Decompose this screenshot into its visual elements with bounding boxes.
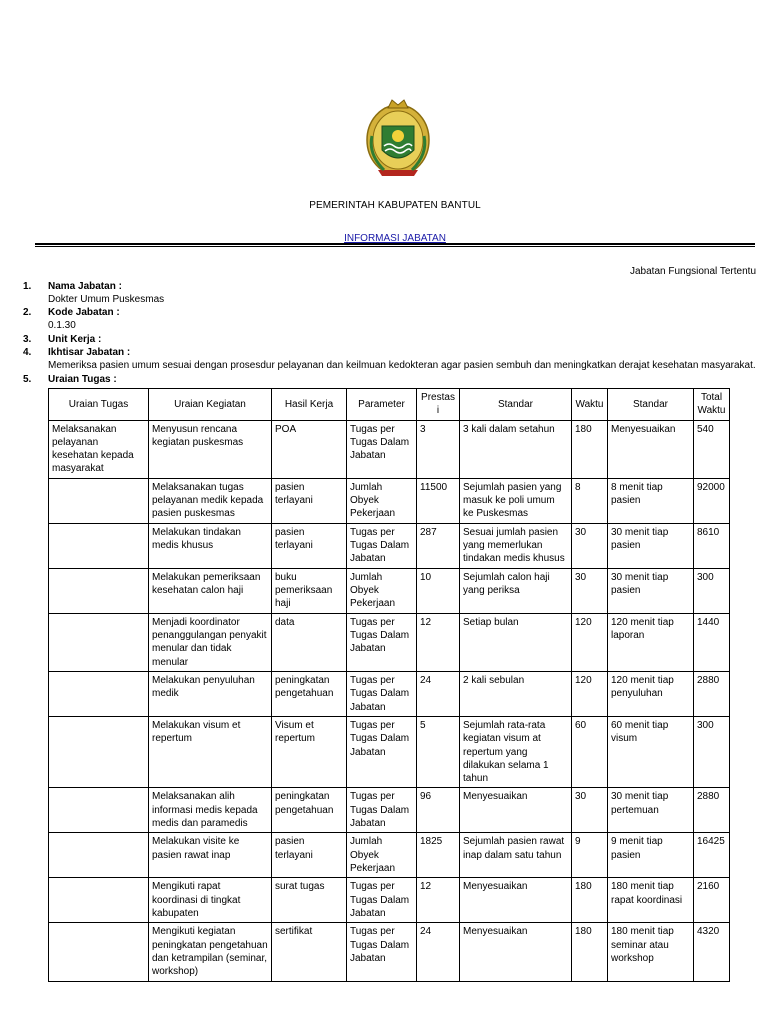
table-cell: 10 — [417, 568, 460, 613]
table-cell — [49, 523, 149, 568]
table-cell: 300 — [694, 568, 730, 613]
table-cell — [49, 568, 149, 613]
table-cell: Tugas per Tugas Dalam Jabatan — [347, 716, 417, 787]
field-value: Memeriksa pasien umum sesuai dengan prosesdur pelayanan dan keilmuan kedokteran agar pasien sembuh dan meningkatkan derajat kesehatan masyarakat. — [48, 360, 756, 371]
field-label: Ikhtisar Jabatan : — [48, 347, 131, 358]
column-header: Uraian Kegiatan — [149, 389, 272, 421]
table-cell: Sejumlah pasien yang masuk ke poli umum ke Puskesmas — [460, 478, 572, 523]
table-cell: Jumlah Obyek Pekerjaan — [347, 833, 417, 878]
table-cell: 8610 — [694, 523, 730, 568]
table-cell: 1825 — [417, 833, 460, 878]
table-cell: Melaksanakan tugas pelayanan medik kepada pasien puskesmas — [149, 478, 272, 523]
table-cell: 30 — [572, 523, 608, 568]
table-cell: Menyesuaikan — [460, 878, 572, 923]
field-label: Nama Jabatan : — [48, 281, 122, 292]
table-cell: 30 — [572, 788, 608, 833]
table-cell: 120 menit tiap laporan — [608, 613, 694, 671]
table-cell — [49, 788, 149, 833]
table-cell: Tugas per Tugas Dalam Jabatan — [347, 788, 417, 833]
kabupaten-bantul-emblem-icon — [364, 96, 432, 182]
header-divider-thin — [35, 246, 755, 247]
table-cell: Sejumlah rata-rata kegiatan visum at repertum yang dilakukan selama 1 tahun — [460, 716, 572, 787]
table-row — [49, 716, 730, 787]
table-cell: Visum et repertum — [272, 716, 347, 787]
table-cell: 2160 — [694, 878, 730, 923]
table-cell: 180 — [572, 878, 608, 923]
table-row — [49, 671, 730, 716]
table-cell: peningkatan pengetahuan — [272, 671, 347, 716]
document-title: INFORMASI JABATAN — [344, 233, 446, 244]
table-cell — [49, 716, 149, 787]
column-header: Parameter — [347, 389, 417, 421]
table-cell: 24 — [417, 923, 460, 982]
field-value: Dokter Umum Puskesmas — [48, 294, 165, 305]
table-cell: pasien terlayani — [272, 833, 347, 878]
table-row — [49, 478, 730, 523]
table-cell — [49, 671, 149, 716]
position-type-label: Jabatan Fungsional Tertentu — [629, 266, 756, 277]
table-cell: 30 menit tiap pasien — [608, 523, 694, 568]
table-cell: 2 kali sebulan — [460, 671, 572, 716]
table-cell: Melakukan pemeriksaan kesehatan calon haji — [149, 568, 272, 613]
field-number: 5. — [23, 374, 32, 385]
table-row — [49, 923, 730, 982]
table-cell: 300 — [694, 716, 730, 787]
table-cell: 8 menit tiap pasien — [608, 478, 694, 523]
table-cell: Sesuai jumlah pasien yang memerlukan tindakan medis khusus — [460, 523, 572, 568]
table-cell: 60 menit tiap visum — [608, 716, 694, 787]
table-cell: 120 menit tiap penyuluhan — [608, 671, 694, 716]
table-cell: Tugas per Tugas Dalam Jabatan — [347, 671, 417, 716]
table-cell: surat tugas — [272, 878, 347, 923]
table-cell: Menyusun rencana kegiatan puskesmas — [149, 420, 272, 478]
table-cell: 92000 — [694, 478, 730, 523]
field-value: 0.1.30 — [48, 320, 76, 331]
table-cell: Menyesuaikan — [460, 923, 572, 982]
table-cell: 540 — [694, 420, 730, 478]
table-cell: Mengikuti kegiatan peningkatan pengetahuan dan ketrampilan (seminar, workshop) — [149, 923, 272, 982]
field-number: 4. — [23, 347, 32, 358]
table-cell: 9 — [572, 833, 608, 878]
table-cell: Melaksanakan pelayanan kesehatan kepada masyarakat — [49, 420, 149, 478]
table-cell: 180 — [572, 923, 608, 982]
government-title: PEMERINTAH KABUPATEN BANTUL — [309, 200, 481, 211]
table-cell: 180 menit tiap seminar atau workshop — [608, 923, 694, 982]
table-cell: pasien terlayani — [272, 523, 347, 568]
table-cell: Menjadi koordinator penanggulangan penyakit menular dan tidak menular — [149, 613, 272, 671]
table-row — [49, 420, 730, 478]
table-cell — [49, 833, 149, 878]
table-cell: sertifikat — [272, 923, 347, 982]
column-header: Prestasi — [417, 389, 460, 421]
table-cell: 287 — [417, 523, 460, 568]
table-cell: 3 kali dalam setahun — [460, 420, 572, 478]
table-cell: Mengikuti rapat koordinasi di tingkat kabupaten — [149, 878, 272, 923]
table-cell: Tugas per Tugas Dalam Jabatan — [347, 878, 417, 923]
table-cell: Sejumlah pasien rawat inap dalam satu tahun — [460, 833, 572, 878]
table-cell: 3 — [417, 420, 460, 478]
table-cell: Jumlah Obyek Pekerjaan — [347, 478, 417, 523]
field-label: Unit Kerja : — [48, 334, 102, 345]
table-cell: peningkatan pengetahuan — [272, 788, 347, 833]
field-label: Kode Jabatan : — [48, 307, 120, 318]
table-cell: pasien terlayani — [272, 478, 347, 523]
table-body — [49, 420, 730, 982]
field-number: 1. — [23, 281, 32, 292]
table-row — [49, 568, 730, 613]
table-cell: 120 — [572, 671, 608, 716]
table-cell: Tugas per Tugas Dalam Jabatan — [347, 523, 417, 568]
table-row — [49, 833, 730, 878]
table-cell: Melakukan penyuluhan medik — [149, 671, 272, 716]
table-row — [49, 613, 730, 671]
table-cell: 60 — [572, 716, 608, 787]
table-cell: 30 menit tiap pasien — [608, 568, 694, 613]
table-cell: 2880 — [694, 671, 730, 716]
column-header: Standar — [608, 389, 694, 421]
column-header: Total Waktu — [694, 389, 730, 421]
table-cell: 30 menit tiap pertemuan — [608, 788, 694, 833]
table-cell — [49, 878, 149, 923]
table-cell: Tugas per Tugas Dalam Jabatan — [347, 923, 417, 982]
column-header: Standar — [460, 389, 572, 421]
table-cell — [49, 613, 149, 671]
table-cell: Setiap bulan — [460, 613, 572, 671]
table-cell: 30 — [572, 568, 608, 613]
table-cell: Melakukan tindakan medis khusus — [149, 523, 272, 568]
field-number: 3. — [23, 334, 32, 345]
table-cell: 4320 — [694, 923, 730, 982]
table-cell: 16425 — [694, 833, 730, 878]
table-cell: 2880 — [694, 788, 730, 833]
column-header: Uraian Tugas — [49, 389, 149, 421]
table-cell: 1440 — [694, 613, 730, 671]
table-cell: 120 — [572, 613, 608, 671]
table-cell: 12 — [417, 613, 460, 671]
table-cell: Sejumlah calon haji yang periksa — [460, 568, 572, 613]
table-cell: Tugas per Tugas Dalam Jabatan — [347, 613, 417, 671]
table-cell: 5 — [417, 716, 460, 787]
table-cell: buku pemeriksaan haji — [272, 568, 347, 613]
field-number: 2. — [23, 307, 32, 318]
table-cell: 180 menit tiap rapat koordinasi — [608, 878, 694, 923]
table-row — [49, 523, 730, 568]
table-cell: 9 menit tiap pasien — [608, 833, 694, 878]
table-cell: 11500 — [417, 478, 460, 523]
table-cell: Melakukan visite ke pasien rawat inap — [149, 833, 272, 878]
table-cell — [49, 478, 149, 523]
table-cell: data — [272, 613, 347, 671]
table-cell — [49, 923, 149, 982]
table-cell: 96 — [417, 788, 460, 833]
table-cell: Menyesuaikan — [460, 788, 572, 833]
table-cell: POA — [272, 420, 347, 478]
column-header: Waktu — [572, 389, 608, 421]
table-cell: Melakukan visum et repertum — [149, 716, 272, 787]
header-divider — [35, 243, 755, 245]
table-cell: 180 — [572, 420, 608, 478]
table-cell: Menyesuaikan — [608, 420, 694, 478]
duties-table — [48, 388, 730, 982]
table-cell: 12 — [417, 878, 460, 923]
table-header-row — [49, 389, 730, 421]
table-cell: 24 — [417, 671, 460, 716]
field-label: Uraian Tugas : — [48, 374, 117, 385]
table-row — [49, 788, 730, 833]
table-cell: Tugas per Tugas Dalam Jabatan — [347, 420, 417, 478]
table-cell: Jumlah Obyek Pekerjaan — [347, 568, 417, 613]
table-cell: 8 — [572, 478, 608, 523]
column-header: Hasil Kerja — [272, 389, 347, 421]
table-row — [49, 878, 730, 923]
table-cell: Melaksanakan alih informasi medis kepada medis dan paramedis — [149, 788, 272, 833]
